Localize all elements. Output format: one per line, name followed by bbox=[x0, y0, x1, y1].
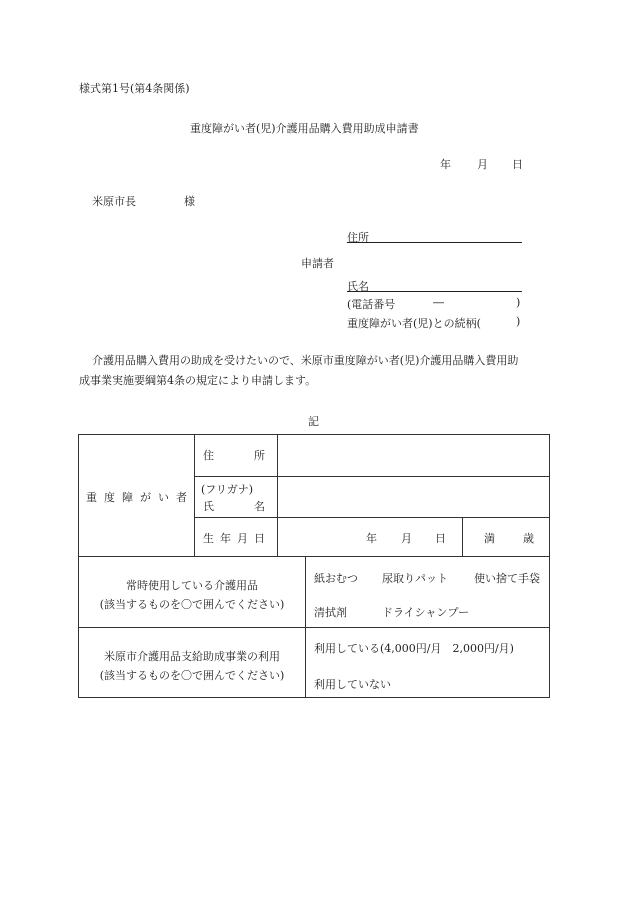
applicant-name-label: 氏名 bbox=[347, 280, 369, 293]
relationship-close: ) bbox=[516, 315, 521, 328]
furigana-label: (フリガナ) bbox=[201, 483, 254, 496]
table-hline bbox=[194, 517, 549, 518]
program-note: (該当するものを〇で囲んでください) bbox=[99, 669, 285, 682]
table-vline bbox=[194, 435, 195, 556]
application-table bbox=[78, 434, 550, 698]
date-year-label: 年 bbox=[440, 158, 451, 171]
ki-heading: 記 bbox=[308, 415, 319, 428]
address-label-display: 住所 bbox=[203, 449, 305, 462]
person-label: 重度障がい者 bbox=[86, 491, 194, 504]
phone-open: (電話番号 bbox=[347, 298, 396, 311]
name-label: 氏名 bbox=[203, 500, 305, 513]
phone-close: ) bbox=[516, 296, 521, 309]
table-hline bbox=[79, 556, 549, 557]
form-number: 様式第1号(第4条関係) bbox=[79, 82, 190, 95]
date-day-label: 日 bbox=[512, 158, 523, 171]
table-hline bbox=[79, 627, 549, 628]
table-hline bbox=[194, 476, 549, 477]
table-vline bbox=[462, 517, 463, 556]
relationship-label: 重度障がい者(児)との続柄( bbox=[347, 317, 481, 330]
phone-dash: ― bbox=[433, 296, 444, 309]
age-unit: 歳 bbox=[523, 532, 534, 545]
program-label: 米原市介護用品支給助成事業の利用 bbox=[104, 650, 280, 663]
supplies-label: 常時使用している介護用品 bbox=[126, 579, 258, 592]
supply-item-diapers[interactable]: 紙おむつ bbox=[314, 572, 358, 585]
age-label: 満 bbox=[484, 532, 495, 545]
supply-item-wipes[interactable]: 清拭剤 bbox=[314, 606, 347, 619]
document-title: 重度障がい者(児)介護用品購入費用助成申請書 bbox=[190, 122, 419, 135]
supplies-note: (該当するものを〇で囲んでください) bbox=[99, 598, 285, 611]
birth-month-label: 月 bbox=[401, 532, 412, 545]
applicant-address-line[interactable] bbox=[347, 242, 522, 243]
address-input[interactable] bbox=[279, 437, 547, 474]
birth-day-label: 日 bbox=[435, 532, 446, 545]
applicant-label: 申請者 bbox=[301, 257, 334, 270]
applicant-address-label: 住所 bbox=[347, 231, 369, 244]
body-line-1: 介護用品購入費用の助成を受けたいので、米原市重度障がい者(児)介護用品購入費用助 bbox=[92, 354, 519, 367]
date-month-label: 月 bbox=[477, 158, 488, 171]
supply-item-gloves[interactable]: 使い捨て手袋 bbox=[474, 572, 540, 585]
addressee-honorific: 様 bbox=[184, 195, 195, 208]
program-option-using[interactable]: 利用している(4,000円/月 2,000円/月) bbox=[314, 642, 514, 655]
body-line-2: 成事業実施要綱第4条の規定により申請します。 bbox=[79, 374, 317, 387]
birthdate-label: 生年月日 bbox=[203, 532, 271, 545]
addressee-name: 米原市長 bbox=[92, 195, 136, 208]
birth-year-label: 年 bbox=[366, 532, 377, 545]
supply-item-dry-shampoo[interactable]: ドライシャンプー bbox=[382, 606, 470, 619]
program-option-not-using[interactable]: 利用していない bbox=[314, 678, 391, 691]
supply-item-urine-pads[interactable]: 尿取りパット bbox=[382, 572, 448, 585]
name-input[interactable] bbox=[279, 478, 547, 515]
applicant-name-line[interactable] bbox=[347, 291, 522, 292]
